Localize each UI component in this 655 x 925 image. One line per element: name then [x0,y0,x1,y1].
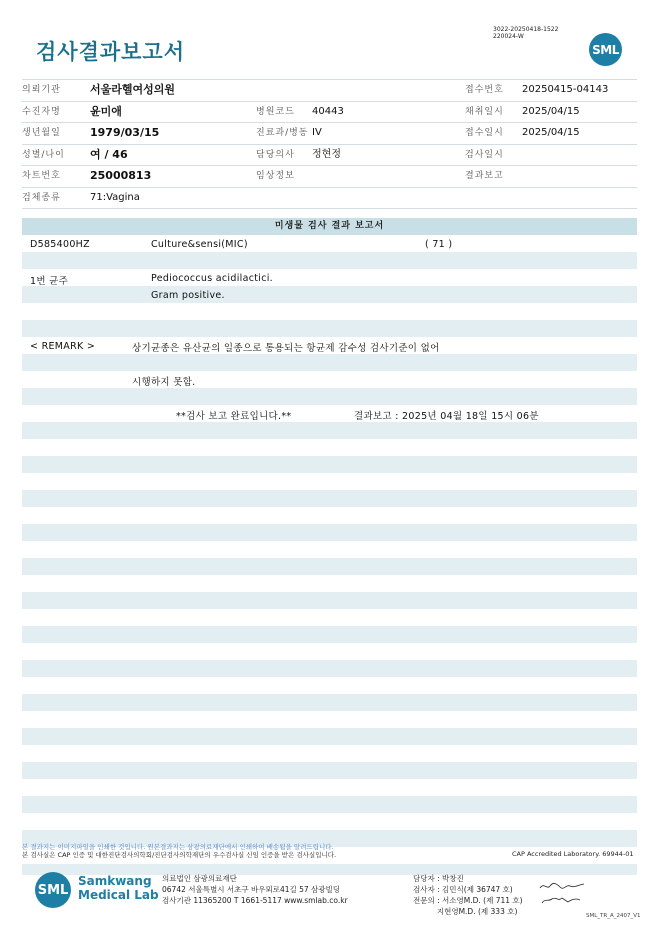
cap-accreditation: CAP Accredited Laboratory. 69944-01 [512,850,634,858]
staff-line3: 전문의 : 서소영M.D. (제 711 호) [413,896,523,905]
results-header: 미생물 검사 결과 보고서 [22,218,637,235]
sml-logo: SML [589,33,622,66]
info-label: 채취일시 [465,106,504,117]
info-value: IV [312,127,322,138]
staff-line4: 지현영M.D. (제 333 호) [413,907,518,916]
info-label: 접수번호 [465,85,504,95]
info-label: 의뢰기관 [22,85,61,95]
report-title: 검사결과보고서 [36,40,186,64]
info-value: 1979/03/15 [90,126,160,139]
info-label: 성별/나이 [22,149,65,160]
test-name: Culture&sensi(MIC) [151,239,248,250]
info-label: 진료과/병동 [256,128,309,138]
company-name-line2: Medical Lab [78,888,159,902]
signature-icon [538,880,586,892]
info-value: 여 / 46 [90,147,128,161]
test-number: ( 71 ) [425,239,453,250]
info-value: 71:Vagina [90,191,140,203]
info-value: 20250415-04143 [522,84,609,95]
staff-line2: 검사자 : 김민식(제 36747 호) [413,885,513,894]
certification-notice: 본 검사실은 CAP 인증 및 대한진단검사의학회/진단검사의학재단의 우수검사실 신임 인증을 받은 검사실입니다. [22,851,337,859]
info-value: 윤미애 [90,104,122,118]
address-line2: 06742 서울특별시 서초구 바우뫼로41길 57 삼광빌딩 [162,885,341,894]
info-row [22,145,637,167]
signature-icon [540,894,582,906]
staff-line1: 담당자 : 박창진 [413,874,464,883]
patient-info-table [22,79,637,209]
company-name-line1: Samkwang [78,874,152,888]
info-label: 수진자명 [22,106,61,117]
staff-list [413,873,523,917]
company-address [162,873,348,906]
info-row [22,188,637,210]
info-value: 서울라헬여성의원 [90,83,176,96]
organism-name: Pediococcus acidilactici. [151,273,273,284]
info-value: 2025/04/15 [522,127,580,138]
report-timestamp: 결과보고 : 2025년 04월 18일 15시 06분 [354,411,539,422]
info-value: 2025/04/15 [522,105,580,117]
info-label: 임상정보 [256,171,295,181]
company-name [78,874,159,902]
info-label: 결과보고 [465,171,504,181]
info-label: 담당의사 [256,149,295,160]
info-value: 정현정 [312,148,341,160]
document-id-line1: 3022-20250418-1522 [493,26,559,33]
test-code: D585400HZ [30,239,90,250]
info-value: 40443 [312,105,344,117]
isolate-label: 1번 균주 [30,276,69,287]
info-label: 병원코드 [256,106,295,117]
address-line1: 의료법인 삼광의료재단 [162,874,237,883]
info-row [22,102,637,124]
info-label: 검체종류 [22,192,61,203]
report-complete-note: **검사 보고 완료입니다.** [176,411,292,422]
remark-text-line1: 상기균종은 유산균의 일종으로 통용되는 항균제 감수성 검사기준이 없어 [132,343,440,354]
info-value: 25000813 [90,169,152,182]
results-section [22,218,637,422]
results-body [22,235,637,875]
info-row [22,79,637,102]
address-line3: 검사기관 11365200 T 1661-5117 www.smlab.co.kr [162,896,348,905]
document-id [493,26,558,40]
sml-logo-bottom: SML [35,872,71,908]
gram-stain: Gram positive. [151,290,225,301]
info-label: 검사일시 [465,149,504,160]
info-row [22,166,637,188]
form-number: SML_TR_A_2407_V1 [586,913,641,919]
remark-label: < REMARK > [30,341,96,352]
info-label: 생년월일 [22,128,61,138]
info-row [22,123,637,145]
info-label: 접수일시 [465,128,504,138]
info-label: 차트번호 [22,171,61,181]
remark-text-line2: 시행하지 못함. [132,377,196,388]
image-copy-notice: 본 결과지는 이미지파일을 인쇄한 것입니다. 원본결과지는 삼광의료재단에서 인쇄하여 배송됨을 알려드립니다. [22,843,334,851]
document-id-line2: 220024-W [493,33,524,40]
